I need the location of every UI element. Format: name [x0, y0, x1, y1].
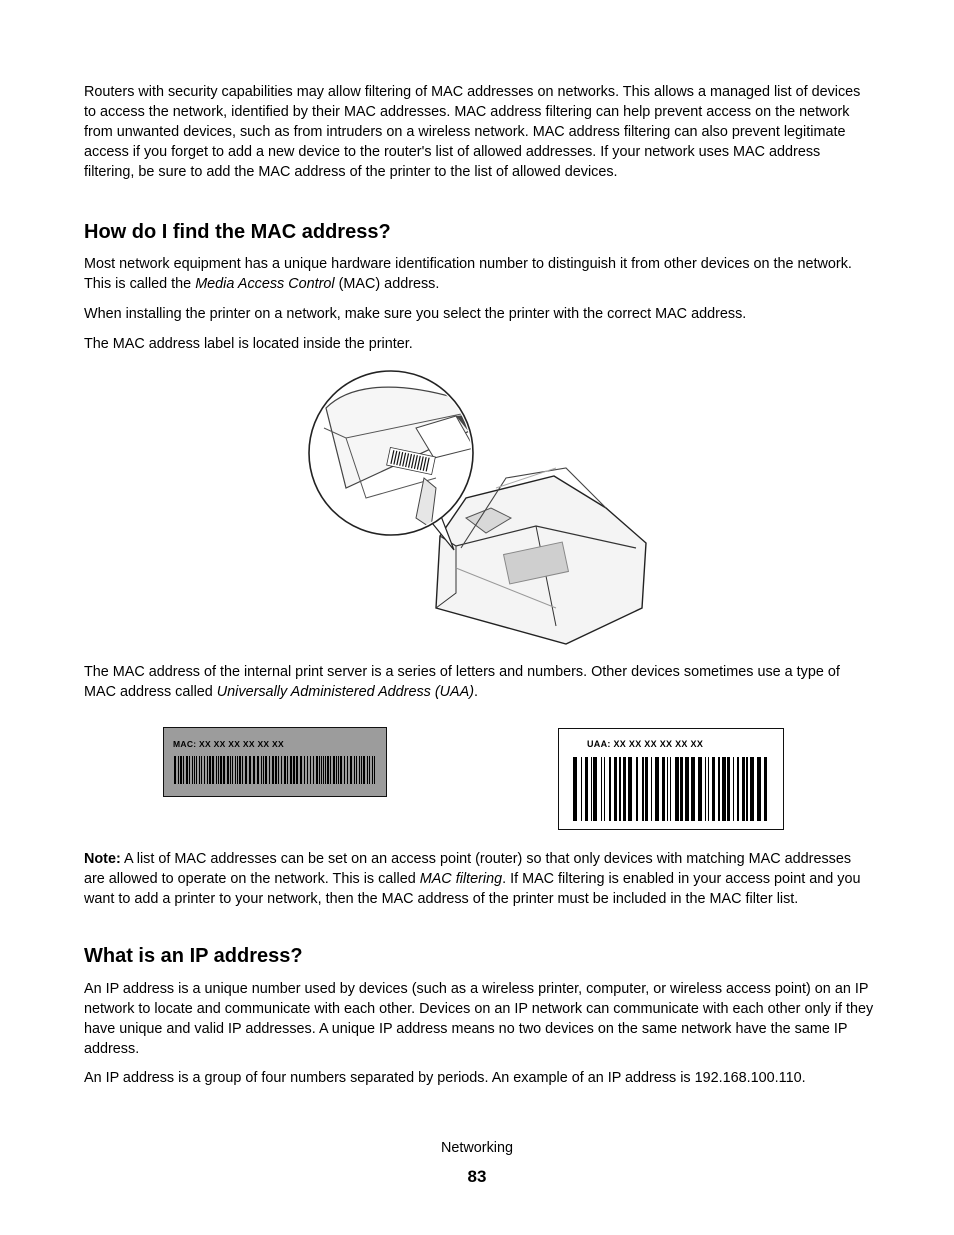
- barcode-bar: [269, 756, 270, 784]
- barcode-bar: [604, 757, 605, 821]
- barcode-bar: [227, 756, 229, 784]
- barcode-bar: [183, 756, 184, 784]
- barcode-bar: [662, 757, 665, 821]
- barcode-bar: [313, 756, 314, 784]
- mac-paragraph-2: When installing the printer on a network, make sure you select the printer with the correct MAC address.: [84, 306, 747, 322]
- barcode-bar: [609, 757, 611, 821]
- note-paragraph: [84, 849, 874, 909]
- barcode-bar: [369, 756, 370, 784]
- barcode-bar: [667, 757, 668, 821]
- barcode-bar: [708, 757, 709, 821]
- barcode-bar: [223, 756, 225, 784]
- ip-paragraph-2: An IP address is a group of four numbers separated by periods. An example of an IP address is 192.168.100.110.: [84, 1070, 806, 1086]
- barcode-bar: [300, 756, 302, 784]
- barcode-bar: [230, 756, 231, 784]
- barcode-bar: [192, 756, 193, 784]
- note-label: Note:: [84, 851, 121, 867]
- barcode-bar: [287, 756, 288, 784]
- barcode-bar: [372, 756, 373, 784]
- barcode-bar: [350, 756, 352, 784]
- barcode-bar: [363, 756, 365, 784]
- heading-ip-address: What is an IP address?: [84, 945, 303, 967]
- barcode-bar: [245, 756, 247, 784]
- barcode-bar: [354, 756, 355, 784]
- barcode-bar: [367, 756, 368, 784]
- barcode-bar: [359, 756, 360, 784]
- barcode-bar: [296, 756, 298, 784]
- note-text-a: A list of MAC addresses can be set on an access point (router) so that only devices with matching MAC addresses are allowed to operate on the network. This is called: [84, 851, 852, 887]
- barcode-bar: [178, 756, 179, 784]
- mac-label-text: MAC: XX XX XX XX XX XX: [173, 739, 284, 749]
- barcode-bar: [220, 756, 222, 784]
- page-content: [84, 82, 874, 354]
- barcode-bar: [585, 757, 588, 821]
- uaa-label-text: UAA: XX XX XX XX XX XX: [587, 739, 704, 749]
- barcode-bar: [281, 756, 282, 784]
- barcode-bar: [655, 757, 659, 821]
- barcode-bar: [237, 756, 238, 784]
- barcode-bar: [623, 757, 626, 821]
- barcode-bar: [712, 757, 715, 821]
- mac-p1-text-b: (MAC) address.: [334, 276, 440, 292]
- barcode-bar: [757, 757, 761, 821]
- barcode-bar: [207, 756, 208, 784]
- barcode-bar: [249, 756, 251, 784]
- barcode-bar: [304, 756, 305, 784]
- barcode-bar: [737, 757, 739, 821]
- barcode-bar: [265, 756, 267, 784]
- barcode-bar: [573, 757, 577, 821]
- barcode-bar: [330, 756, 331, 784]
- barcode-bar: [180, 756, 182, 784]
- barcode-bar: [293, 756, 295, 784]
- barcode-bar: [685, 757, 689, 821]
- barcode-bar: [691, 757, 695, 821]
- barcode-bar: [347, 756, 348, 784]
- mac-p1-italic: Media Access Control: [195, 276, 335, 292]
- barcode-bar: [601, 757, 602, 821]
- barcode-bar: [194, 756, 195, 784]
- barcode-bar: [196, 756, 197, 784]
- barcode-bar: [727, 757, 730, 821]
- barcode-bar: [209, 756, 211, 784]
- uaa-address-label: [558, 728, 784, 830]
- barcode-bar: [189, 756, 190, 784]
- barcode-bar: [307, 756, 308, 784]
- printer-illustration: [306, 368, 652, 650]
- mac-address-label: [163, 727, 387, 797]
- uaa-paragraph: [84, 662, 874, 702]
- barcode-bar: [705, 757, 706, 821]
- mac-barcode: [174, 756, 378, 784]
- barcode-bar: [628, 757, 632, 821]
- barcode-bar: [675, 757, 679, 821]
- mac-p1-text-a: Most network equipment has a unique hardware identification number to distinguish it from other devices on the network. This is called the: [84, 256, 852, 292]
- barcode-bar: [186, 756, 188, 784]
- barcode-bar: [670, 757, 671, 821]
- barcode-bar: [722, 757, 726, 821]
- barcode-bar: [581, 757, 582, 821]
- barcode-bar: [239, 756, 241, 784]
- uaa-barcode: [573, 757, 773, 821]
- barcode-bar: [642, 757, 644, 821]
- barcode-bar: [316, 756, 318, 784]
- barcode-bar: [374, 756, 375, 784]
- barcode-bar: [263, 756, 264, 784]
- intro-paragraph: Routers with security capabilities may allow filtering of MAC addresses on networks. This allows a managed list of devices to access the network, identified by their MAC addresses. MAC address filtering can help prevent access on the network from unwanted devices, such as from intruders on a wireless network. MAC address filtering can also prevent legitimate access if you forget to add a new device to the router's list of allowed addresses. If your network uses MAC address filtering, be sure to add the MAC address of the printer to the list of allowed devices.: [84, 84, 861, 180]
- barcode-bar: [327, 756, 329, 784]
- barcode-bar: [284, 756, 286, 784]
- barcode-bar: [201, 756, 202, 784]
- barcode-bar: [680, 757, 683, 821]
- barcode-bar: [361, 756, 362, 784]
- barcode-bar: [290, 756, 292, 784]
- barcode-bar: [340, 756, 342, 784]
- barcode-bar: [253, 756, 255, 784]
- barcode-bar: [750, 757, 754, 821]
- barcode-bar: [275, 756, 277, 784]
- uaa-p-text-a: The MAC address of the internal print server is a series of letters and numbers. Other devices sometimes use a type of MAC address called: [84, 664, 840, 700]
- uaa-p-text-b: .: [474, 684, 479, 700]
- note-italic: MAC filtering: [419, 871, 503, 887]
- barcode-bar: [333, 756, 335, 784]
- barcode-bar: [310, 756, 311, 784]
- barcode-bar: [645, 757, 648, 821]
- barcode-bar: [235, 756, 236, 784]
- heading-mac-address: How do I find the MAC address?: [84, 221, 391, 243]
- barcode-bar: [636, 757, 638, 821]
- barcode-bar: [257, 756, 259, 784]
- barcode-bar: [321, 756, 322, 784]
- barcode-bar: [356, 756, 357, 784]
- barcode-bar: [742, 757, 745, 821]
- barcode-bar: [746, 757, 748, 821]
- barcode-bar: [242, 756, 243, 784]
- barcode-bar: [338, 756, 339, 784]
- barcode-bar: [325, 756, 326, 784]
- barcode-bar: [199, 756, 200, 784]
- barcode-bar: [593, 757, 597, 821]
- barcode-bar: [614, 757, 617, 821]
- barcode-bar: [261, 756, 262, 784]
- barcode-bar: [323, 756, 324, 784]
- barcode-bar: [591, 757, 592, 821]
- barcode-bar: [272, 756, 274, 784]
- barcode-bar: [698, 757, 702, 821]
- barcode-bar: [232, 756, 233, 784]
- footer-section-name: Networking: [441, 1140, 513, 1156]
- barcode-bar: [204, 756, 205, 784]
- barcode-bar: [174, 756, 176, 784]
- note-text-b: . If MAC filtering is enabled in your access point and you want to add a printer to your network, then the MAC address of the printer must be included in the MAC filter list.: [84, 871, 861, 907]
- page-number: 83: [467, 1167, 487, 1186]
- barcode-bar: [764, 757, 767, 821]
- barcode-bar: [733, 757, 734, 821]
- barcode-bar: [319, 756, 320, 784]
- barcode-bar: [212, 756, 214, 784]
- barcode-bar: [278, 756, 279, 784]
- ip-paragraph-1: An IP address is a unique number used by devices (such as a wireless printer, computer, or wireless access point) on an IP network to locate and communicate with each other. Devices on an IP network can communicate with each other only if they have unique and valid IP addresses. A unique IP address means no two devices on the same network have the same IP address.: [84, 981, 874, 1057]
- barcode-bar: [218, 756, 219, 784]
- mac-paragraph-1: [84, 254, 874, 294]
- barcode-bar: [651, 757, 652, 821]
- barcode-bar: [216, 756, 217, 784]
- barcode-bar: [344, 756, 345, 784]
- barcode-bar: [718, 757, 720, 821]
- mac-paragraph-3: The MAC address label is located inside the printer.: [84, 336, 413, 352]
- uaa-p-italic: Universally Administered Address (UAA): [216, 684, 475, 700]
- barcode-bar: [336, 756, 337, 784]
- barcode-bar: [619, 757, 621, 821]
